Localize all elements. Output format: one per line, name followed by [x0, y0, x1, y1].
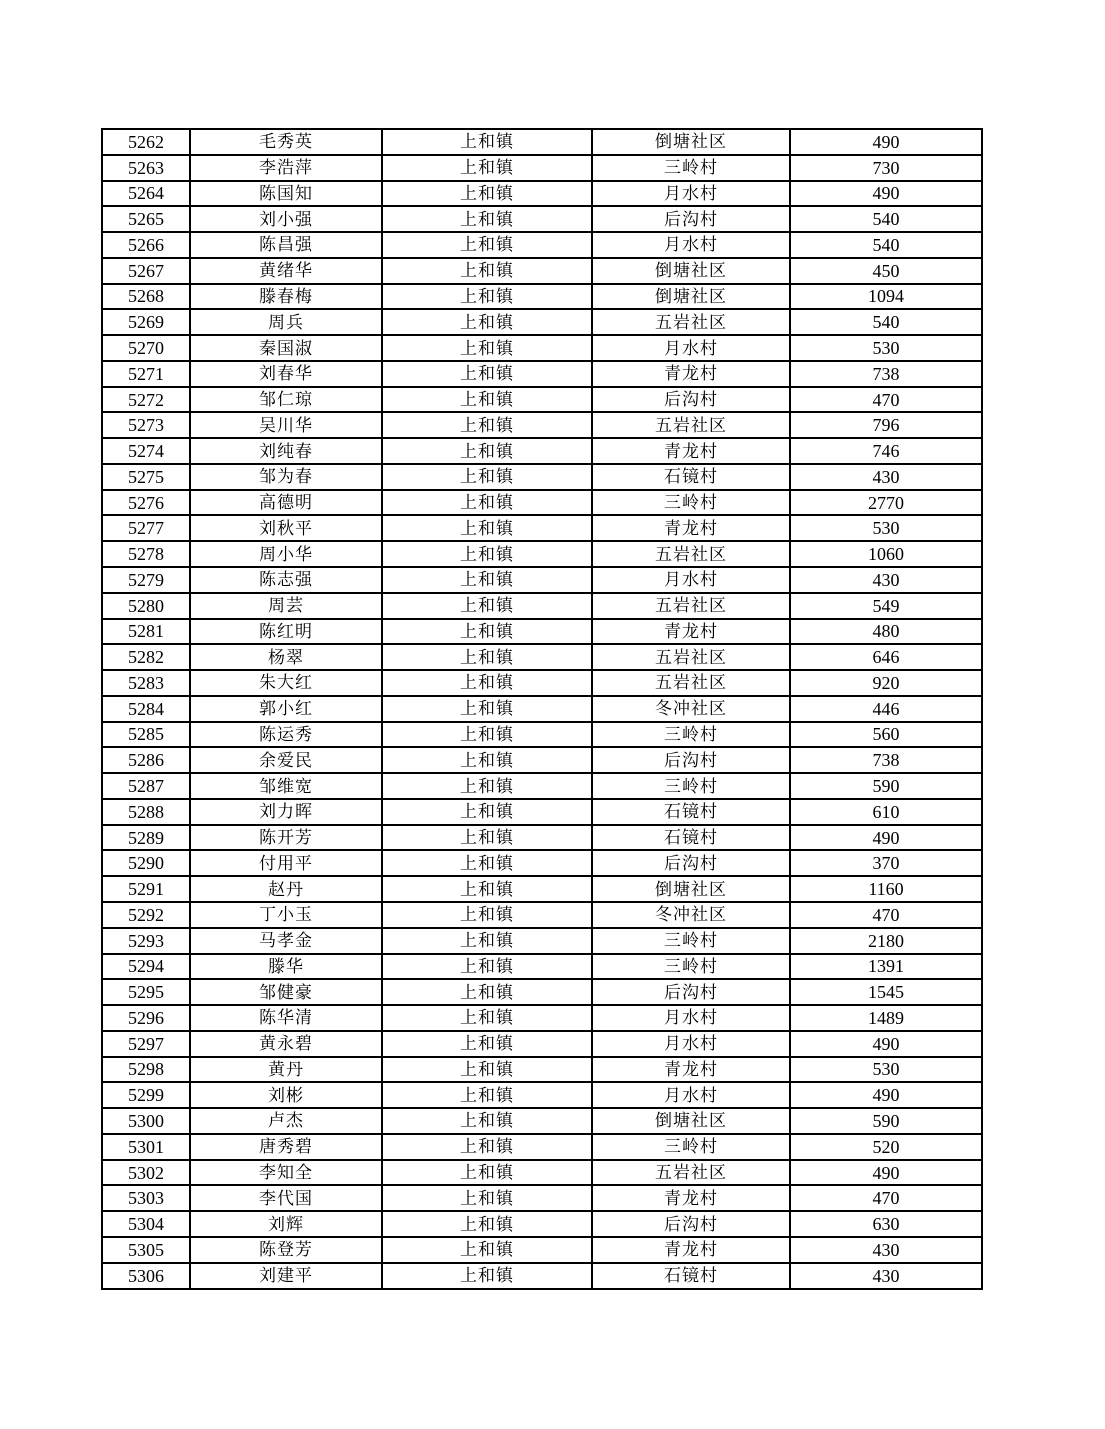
cell-name: 吴川华	[190, 412, 382, 438]
cell-village: 五岩社区	[592, 644, 790, 670]
cell-village: 三岭村	[592, 928, 790, 954]
table-row	[102, 825, 982, 851]
cell-town: 上和镇	[382, 335, 592, 361]
cell-village: 倒塘社区	[592, 129, 790, 155]
cell-serial: 5289	[102, 825, 190, 851]
cell-village: 五岩社区	[592, 412, 790, 438]
table-row	[102, 619, 982, 645]
beneficiary-table	[101, 128, 983, 1290]
cell-serial: 5295	[102, 979, 190, 1005]
cell-amount: 490	[790, 129, 982, 155]
cell-serial: 5286	[102, 747, 190, 773]
cell-town: 上和镇	[382, 438, 592, 464]
cell-name: 唐秀碧	[190, 1134, 382, 1160]
cell-serial: 5292	[102, 902, 190, 928]
cell-serial: 5301	[102, 1134, 190, 1160]
cell-name: 杨翠	[190, 644, 382, 670]
cell-town: 上和镇	[382, 1211, 592, 1237]
cell-town: 上和镇	[382, 181, 592, 207]
cell-serial: 5300	[102, 1108, 190, 1134]
cell-amount: 530	[790, 1057, 982, 1083]
cell-amount: 470	[790, 1185, 982, 1211]
cell-name: 刘纯春	[190, 438, 382, 464]
cell-serial: 5268	[102, 284, 190, 310]
cell-town: 上和镇	[382, 696, 592, 722]
cell-serial: 5280	[102, 593, 190, 619]
table-row	[102, 928, 982, 954]
cell-town: 上和镇	[382, 1134, 592, 1160]
cell-amount: 430	[790, 464, 982, 490]
cell-amount: 738	[790, 747, 982, 773]
cell-serial: 5282	[102, 644, 190, 670]
cell-name: 刘秋平	[190, 515, 382, 541]
cell-village: 倒塘社区	[592, 284, 790, 310]
cell-serial: 5305	[102, 1237, 190, 1263]
cell-town: 上和镇	[382, 258, 592, 284]
cell-name: 陈运秀	[190, 722, 382, 748]
cell-amount: 1545	[790, 979, 982, 1005]
cell-amount: 1391	[790, 954, 982, 980]
cell-serial: 5297	[102, 1031, 190, 1057]
cell-amount: 2770	[790, 490, 982, 516]
cell-amount: 540	[790, 309, 982, 335]
cell-village: 青龙村	[592, 619, 790, 645]
cell-name: 黄丹	[190, 1057, 382, 1083]
cell-town: 上和镇	[382, 1237, 592, 1263]
table-row	[102, 412, 982, 438]
cell-amount: 490	[790, 181, 982, 207]
cell-village: 三岭村	[592, 954, 790, 980]
cell-village: 五岩社区	[592, 670, 790, 696]
cell-serial: 5269	[102, 309, 190, 335]
cell-amount: 738	[790, 361, 982, 387]
cell-serial: 5304	[102, 1211, 190, 1237]
table-row	[102, 438, 982, 464]
cell-serial: 5265	[102, 206, 190, 232]
cell-town: 上和镇	[382, 902, 592, 928]
cell-serial: 5279	[102, 567, 190, 593]
cell-town: 上和镇	[382, 747, 592, 773]
cell-serial: 5266	[102, 232, 190, 258]
table-row	[102, 1108, 982, 1134]
cell-name: 滕春梅	[190, 284, 382, 310]
table-row	[102, 155, 982, 181]
cell-village: 冬冲社区	[592, 902, 790, 928]
table-row	[102, 1160, 982, 1186]
cell-name: 黄绪华	[190, 258, 382, 284]
table-body	[102, 129, 982, 1289]
cell-serial: 5278	[102, 541, 190, 567]
cell-name: 刘春华	[190, 361, 382, 387]
cell-village: 青龙村	[592, 1185, 790, 1211]
cell-amount: 490	[790, 1082, 982, 1108]
cell-village: 五岩社区	[592, 309, 790, 335]
cell-serial: 5293	[102, 928, 190, 954]
cell-town: 上和镇	[382, 773, 592, 799]
cell-village: 后沟村	[592, 387, 790, 413]
cell-name: 邹维宽	[190, 773, 382, 799]
cell-name: 毛秀英	[190, 129, 382, 155]
cell-name: 陈开芳	[190, 825, 382, 851]
cell-name: 周小华	[190, 541, 382, 567]
cell-serial: 5277	[102, 515, 190, 541]
table-row	[102, 1211, 982, 1237]
cell-amount: 450	[790, 258, 982, 284]
cell-town: 上和镇	[382, 979, 592, 1005]
cell-amount: 590	[790, 1108, 982, 1134]
cell-serial: 5262	[102, 129, 190, 155]
table-row	[102, 722, 982, 748]
cell-town: 上和镇	[382, 850, 592, 876]
cell-village: 月水村	[592, 1031, 790, 1057]
cell-town: 上和镇	[382, 1263, 592, 1289]
cell-serial: 5272	[102, 387, 190, 413]
cell-serial: 5264	[102, 181, 190, 207]
cell-name: 刘力晖	[190, 799, 382, 825]
cell-village: 月水村	[592, 335, 790, 361]
table-row	[102, 1185, 982, 1211]
cell-name: 刘小强	[190, 206, 382, 232]
cell-amount: 470	[790, 902, 982, 928]
cell-amount: 630	[790, 1211, 982, 1237]
cell-town: 上和镇	[382, 515, 592, 541]
cell-town: 上和镇	[382, 825, 592, 851]
cell-village: 三岭村	[592, 490, 790, 516]
cell-town: 上和镇	[382, 876, 592, 902]
cell-village: 青龙村	[592, 438, 790, 464]
cell-town: 上和镇	[382, 1005, 592, 1031]
cell-town: 上和镇	[382, 722, 592, 748]
cell-village: 五岩社区	[592, 541, 790, 567]
cell-name: 李代国	[190, 1185, 382, 1211]
cell-village: 石镜村	[592, 825, 790, 851]
cell-village: 后沟村	[592, 850, 790, 876]
cell-town: 上和镇	[382, 309, 592, 335]
cell-town: 上和镇	[382, 567, 592, 593]
cell-name: 黄永碧	[190, 1031, 382, 1057]
cell-town: 上和镇	[382, 1082, 592, 1108]
table-row	[102, 799, 982, 825]
cell-name: 郭小红	[190, 696, 382, 722]
cell-town: 上和镇	[382, 670, 592, 696]
cell-amount: 370	[790, 850, 982, 876]
table-row	[102, 1263, 982, 1289]
cell-town: 上和镇	[382, 1185, 592, 1211]
cell-name: 陈华清	[190, 1005, 382, 1031]
cell-amount: 540	[790, 232, 982, 258]
cell-town: 上和镇	[382, 644, 592, 670]
table-row	[102, 387, 982, 413]
cell-amount: 480	[790, 619, 982, 645]
cell-amount: 1094	[790, 284, 982, 310]
table-row	[102, 335, 982, 361]
cell-serial: 5274	[102, 438, 190, 464]
table-row	[102, 129, 982, 155]
cell-village: 月水村	[592, 1082, 790, 1108]
cell-serial: 5299	[102, 1082, 190, 1108]
cell-town: 上和镇	[382, 928, 592, 954]
table-row	[102, 593, 982, 619]
cell-name: 刘建平	[190, 1263, 382, 1289]
cell-serial: 5285	[102, 722, 190, 748]
cell-town: 上和镇	[382, 284, 592, 310]
cell-serial: 5290	[102, 850, 190, 876]
cell-serial: 5298	[102, 1057, 190, 1083]
cell-village: 倒塘社区	[592, 1108, 790, 1134]
cell-village: 五岩社区	[592, 593, 790, 619]
cell-village: 青龙村	[592, 1057, 790, 1083]
cell-amount: 560	[790, 722, 982, 748]
cell-town: 上和镇	[382, 954, 592, 980]
cell-amount: 1060	[790, 541, 982, 567]
cell-amount: 746	[790, 438, 982, 464]
cell-name: 卢杰	[190, 1108, 382, 1134]
table-row	[102, 696, 982, 722]
cell-name: 高德明	[190, 490, 382, 516]
table-row	[102, 464, 982, 490]
table-row	[102, 1057, 982, 1083]
cell-name: 陈志强	[190, 567, 382, 593]
cell-town: 上和镇	[382, 1160, 592, 1186]
table-row	[102, 1031, 982, 1057]
table-row	[102, 206, 982, 232]
cell-name: 丁小玉	[190, 902, 382, 928]
cell-name: 邹健豪	[190, 979, 382, 1005]
cell-serial: 5284	[102, 696, 190, 722]
cell-amount: 446	[790, 696, 982, 722]
cell-village: 青龙村	[592, 515, 790, 541]
cell-amount: 920	[790, 670, 982, 696]
cell-serial: 5267	[102, 258, 190, 284]
cell-town: 上和镇	[382, 412, 592, 438]
cell-village: 青龙村	[592, 361, 790, 387]
cell-village: 三岭村	[592, 773, 790, 799]
cell-serial: 5276	[102, 490, 190, 516]
cell-amount: 430	[790, 1237, 982, 1263]
table-row	[102, 361, 982, 387]
table-row	[102, 258, 982, 284]
cell-serial: 5303	[102, 1185, 190, 1211]
table-row	[102, 1134, 982, 1160]
cell-amount: 610	[790, 799, 982, 825]
cell-serial: 5296	[102, 1005, 190, 1031]
cell-serial: 5287	[102, 773, 190, 799]
cell-town: 上和镇	[382, 155, 592, 181]
table-row	[102, 309, 982, 335]
cell-amount: 2180	[790, 928, 982, 954]
cell-amount: 796	[790, 412, 982, 438]
cell-amount: 1489	[790, 1005, 982, 1031]
cell-amount: 530	[790, 515, 982, 541]
table-row	[102, 850, 982, 876]
cell-name: 李浩萍	[190, 155, 382, 181]
cell-town: 上和镇	[382, 1108, 592, 1134]
cell-name: 陈国知	[190, 181, 382, 207]
cell-amount: 520	[790, 1134, 982, 1160]
cell-amount: 549	[790, 593, 982, 619]
table-row	[102, 541, 982, 567]
cell-serial: 5273	[102, 412, 190, 438]
cell-village: 后沟村	[592, 747, 790, 773]
cell-town: 上和镇	[382, 1057, 592, 1083]
cell-amount: 730	[790, 155, 982, 181]
table-row	[102, 902, 982, 928]
cell-town: 上和镇	[382, 799, 592, 825]
cell-town: 上和镇	[382, 387, 592, 413]
cell-serial: 5271	[102, 361, 190, 387]
cell-name: 李知全	[190, 1160, 382, 1186]
cell-serial: 5291	[102, 876, 190, 902]
cell-name: 马孝金	[190, 928, 382, 954]
cell-town: 上和镇	[382, 619, 592, 645]
table-row	[102, 773, 982, 799]
cell-town: 上和镇	[382, 129, 592, 155]
table-row	[102, 747, 982, 773]
cell-name: 赵丹	[190, 876, 382, 902]
cell-amount: 1160	[790, 876, 982, 902]
cell-serial: 5281	[102, 619, 190, 645]
cell-amount: 490	[790, 1031, 982, 1057]
cell-village: 石镜村	[592, 464, 790, 490]
cell-serial: 5270	[102, 335, 190, 361]
table-row	[102, 670, 982, 696]
cell-town: 上和镇	[382, 206, 592, 232]
cell-village: 后沟村	[592, 1211, 790, 1237]
cell-serial: 5283	[102, 670, 190, 696]
table-row	[102, 284, 982, 310]
cell-village: 石镜村	[592, 799, 790, 825]
cell-name: 陈红明	[190, 619, 382, 645]
table-row	[102, 490, 982, 516]
table-row	[102, 232, 982, 258]
cell-amount: 490	[790, 825, 982, 851]
cell-name: 陈登芳	[190, 1237, 382, 1263]
cell-town: 上和镇	[382, 490, 592, 516]
cell-town: 上和镇	[382, 464, 592, 490]
table-row	[102, 515, 982, 541]
cell-name: 刘辉	[190, 1211, 382, 1237]
table-row	[102, 876, 982, 902]
cell-name: 邹仁琼	[190, 387, 382, 413]
cell-town: 上和镇	[382, 361, 592, 387]
table-row	[102, 1005, 982, 1031]
cell-village: 后沟村	[592, 979, 790, 1005]
cell-name: 付用平	[190, 850, 382, 876]
cell-serial: 5294	[102, 954, 190, 980]
cell-amount: 646	[790, 644, 982, 670]
table-row	[102, 181, 982, 207]
cell-town: 上和镇	[382, 541, 592, 567]
cell-name: 滕华	[190, 954, 382, 980]
cell-name: 陈昌强	[190, 232, 382, 258]
cell-amount: 530	[790, 335, 982, 361]
cell-village: 三岭村	[592, 1134, 790, 1160]
cell-amount: 590	[790, 773, 982, 799]
cell-village: 三岭村	[592, 155, 790, 181]
cell-amount: 540	[790, 206, 982, 232]
table-row	[102, 979, 982, 1005]
cell-name: 周兵	[190, 309, 382, 335]
cell-name: 朱大红	[190, 670, 382, 696]
cell-town: 上和镇	[382, 1031, 592, 1057]
cell-name: 邹为春	[190, 464, 382, 490]
cell-serial: 5275	[102, 464, 190, 490]
cell-name: 周芸	[190, 593, 382, 619]
cell-serial: 5263	[102, 155, 190, 181]
cell-serial: 5302	[102, 1160, 190, 1186]
cell-village: 倒塘社区	[592, 876, 790, 902]
cell-serial: 5306	[102, 1263, 190, 1289]
cell-name: 秦国淑	[190, 335, 382, 361]
table-row	[102, 644, 982, 670]
cell-village: 石镜村	[592, 1263, 790, 1289]
cell-village: 五岩社区	[592, 1160, 790, 1186]
cell-village: 后沟村	[592, 206, 790, 232]
cell-name: 刘彬	[190, 1082, 382, 1108]
cell-town: 上和镇	[382, 593, 592, 619]
table-row	[102, 1082, 982, 1108]
cell-village: 三岭村	[592, 722, 790, 748]
cell-name: 余爱民	[190, 747, 382, 773]
cell-village: 月水村	[592, 1005, 790, 1031]
cell-amount: 430	[790, 1263, 982, 1289]
cell-amount: 470	[790, 387, 982, 413]
cell-amount: 430	[790, 567, 982, 593]
cell-amount: 490	[790, 1160, 982, 1186]
table-row	[102, 1237, 982, 1263]
cell-village: 月水村	[592, 232, 790, 258]
cell-village: 月水村	[592, 567, 790, 593]
cell-town: 上和镇	[382, 232, 592, 258]
cell-village: 倒塘社区	[592, 258, 790, 284]
table-row	[102, 567, 982, 593]
cell-village: 青龙村	[592, 1237, 790, 1263]
cell-village: 月水村	[592, 181, 790, 207]
table-row	[102, 954, 982, 980]
cell-serial: 5288	[102, 799, 190, 825]
cell-village: 冬冲社区	[592, 696, 790, 722]
